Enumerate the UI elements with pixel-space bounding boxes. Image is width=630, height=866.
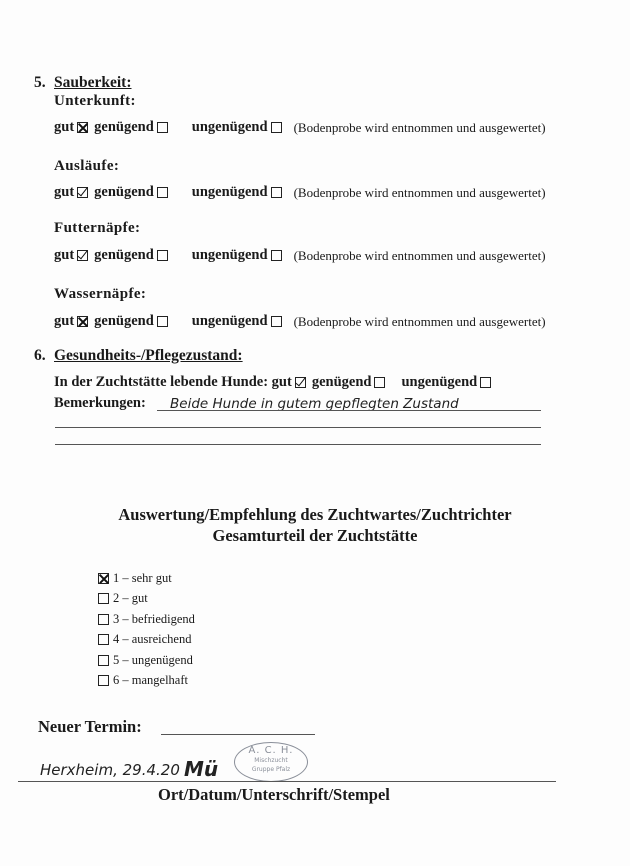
checkbox-gut-checked[interactable] xyxy=(77,250,88,261)
rating-row-wassernaepfe xyxy=(54,313,546,330)
rating-option-4[interactable] xyxy=(98,630,195,651)
label-ungenuegend: ungenügend xyxy=(191,119,268,135)
label-genuegend: genügend xyxy=(94,184,154,200)
rating-label: 4 – ausreichend xyxy=(113,632,192,647)
rating-checkbox-3[interactable] xyxy=(98,614,109,625)
rating-option-1[interactable] xyxy=(98,568,195,589)
checkbox-ungenuegend[interactable] xyxy=(480,377,491,388)
section-title: Gesundheits-/Pflegezustand: xyxy=(54,347,243,364)
section-number: 5. xyxy=(34,74,46,91)
rating-option-6[interactable] xyxy=(98,671,195,692)
checkbox-genuegend[interactable] xyxy=(157,316,168,327)
rating-list xyxy=(98,568,195,691)
rating-checkbox-6[interactable] xyxy=(98,675,109,686)
new-date-line[interactable] xyxy=(161,734,315,735)
checkbox-genuegend[interactable] xyxy=(157,187,168,198)
rating-checkbox-4[interactable] xyxy=(98,634,109,645)
label-ungenuegend: ungenügend xyxy=(191,184,268,200)
subheading-wassernaepfe: Wassernäpfe: xyxy=(54,286,147,302)
checkbox-ungenuegend[interactable] xyxy=(271,250,282,261)
checkbox-genuegend[interactable] xyxy=(374,377,385,388)
label-gut: gut xyxy=(271,374,292,390)
stamp-text-bottom: Gruppe Pfalz xyxy=(251,766,291,773)
dogs-rating-row xyxy=(54,374,497,391)
checkbox-gut-checked[interactable] xyxy=(77,122,88,133)
remarks-line-1 xyxy=(157,410,541,411)
checkbox-ungenuegend[interactable] xyxy=(271,122,282,133)
rating-label: 3 – befriedigend xyxy=(113,611,195,626)
remarks-line-3 xyxy=(55,444,541,445)
remarks-line-2 xyxy=(55,427,541,428)
rating-option-5[interactable] xyxy=(98,650,195,671)
checkbox-gut-checked[interactable] xyxy=(77,316,88,327)
stamp-text-middle: Mischzucht xyxy=(254,757,288,764)
checkbox-gut-checked[interactable] xyxy=(77,187,88,198)
signature-line xyxy=(18,781,556,782)
new-date-label: Neuer Termin: xyxy=(38,717,142,736)
rating-label: 5 – ungenügend xyxy=(113,652,193,667)
rating-row-futternaepfe xyxy=(54,247,546,264)
checkbox-genuegend[interactable] xyxy=(157,122,168,133)
subheading-futternaepfe: Futternäpfe: xyxy=(54,220,141,236)
label-genuegend: genügend xyxy=(94,119,154,135)
rating-option-2[interactable] xyxy=(98,589,195,610)
section-5-heading xyxy=(34,74,132,92)
section-number: 6. xyxy=(34,347,46,364)
rating-label: 1 – sehr gut xyxy=(113,570,172,585)
label-gut: gut xyxy=(54,247,75,263)
rating-checkbox-1-checked[interactable] xyxy=(98,573,109,584)
subheading-unterkunft: Unterkunft: xyxy=(54,93,136,109)
signature-caption: Ort/Datum/Unterschrift/Stempel xyxy=(158,785,390,804)
note-bodenprobe: (Bodenprobe wird entnommen und ausgewertet) xyxy=(293,119,546,135)
label-genuegend: genügend xyxy=(94,247,154,263)
checkbox-genuegend[interactable] xyxy=(157,250,168,261)
subheading-auslaeufe: Ausläufe: xyxy=(54,158,120,174)
signature: Mü xyxy=(184,757,219,781)
section-6-heading xyxy=(34,347,243,365)
label-genuegend: genügend xyxy=(311,374,372,390)
label-gut: gut xyxy=(54,184,75,200)
evaluation-heading-2: Gesamturteil der Zuchtstätte xyxy=(212,526,418,545)
section-title: Sauberkeit: xyxy=(54,74,132,91)
label-dogs: In der Zuchtstätte lebende Hunde: xyxy=(54,374,269,390)
note-bodenprobe: (Bodenprobe wird entnommen und ausgewertet) xyxy=(293,313,546,329)
rating-row-unterkunft xyxy=(54,119,546,136)
note-bodenprobe: (Bodenprobe wird entnommen und ausgewertet) xyxy=(293,184,546,200)
rating-label: 2 – gut xyxy=(113,591,148,606)
checkbox-ungenuegend[interactable] xyxy=(271,316,282,327)
checkbox-ungenuegend[interactable] xyxy=(271,187,282,198)
label-gut: gut xyxy=(54,313,75,329)
label-ungenuegend: ungenügend xyxy=(191,247,268,263)
stamp-text-top: A. C. H. xyxy=(248,745,294,756)
stamp xyxy=(234,742,308,782)
evaluation-heading-1: Auswertung/Empfehlung des Zuchtwartes/Zuchtrichter xyxy=(118,505,512,524)
rating-option-3[interactable] xyxy=(98,609,195,630)
checkbox-gut-checked[interactable] xyxy=(295,377,306,388)
label-gut: gut xyxy=(54,119,75,135)
rating-checkbox-2[interactable] xyxy=(98,593,109,604)
label-remarks: Bemerkungen: xyxy=(54,395,146,411)
label-ungenuegend: ungenügend xyxy=(401,374,478,390)
label-genuegend: genügend xyxy=(94,313,154,329)
remarks-handwritten: Beide Hunde in gutem gepflegten Zustand xyxy=(170,396,459,412)
rating-label: 6 – mangelhaft xyxy=(113,673,188,688)
rating-checkbox-5[interactable] xyxy=(98,655,109,666)
place-date-handwritten: Herxheim, 29.4.20 xyxy=(40,761,180,779)
note-bodenprobe: (Bodenprobe wird entnommen und ausgewertet) xyxy=(293,247,546,263)
rating-row-auslaeufe xyxy=(54,184,546,201)
remarks-row xyxy=(54,395,146,412)
label-ungenuegend: ungenügend xyxy=(191,313,268,329)
